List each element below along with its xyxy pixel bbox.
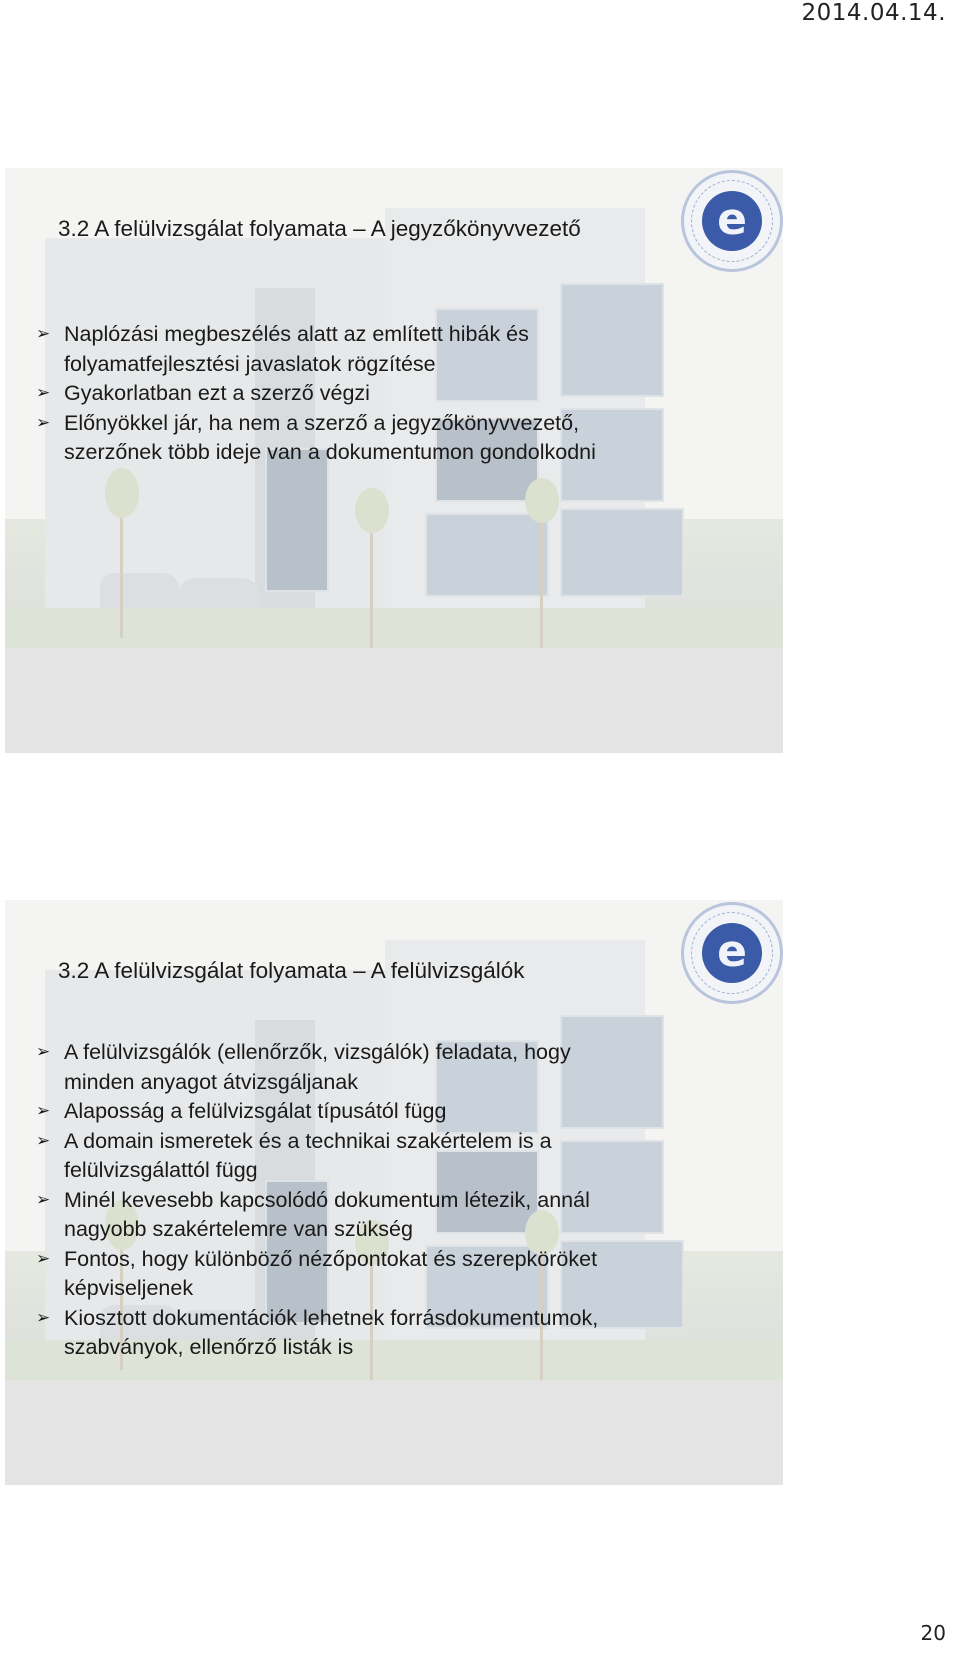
slide-1	[5, 168, 783, 753]
list-item: ➢ Minél kevesebb kapcsolódó dokumentum létezik, annál nagyobb szakértelemre van szükség	[36, 1187, 590, 1241]
university-logo-icon: e	[681, 902, 783, 1004]
bullet-list	[36, 320, 596, 468]
list-item: ➢ Naplózási megbeszélés alatt az említett hibák és folyamatfejlesztési javaslatok rögzítése	[36, 322, 529, 376]
page-date: 2014.04.14.	[801, 0, 946, 26]
arrowhead-bullet-icon: ➢	[36, 1101, 51, 1121]
list-item: ➢ Kiosztott dokumentációk lehetnek forrásdokumentumok, szabványok, ellenőrző listák is	[36, 1305, 599, 1359]
university-logo-icon: e	[681, 170, 783, 272]
arrowhead-bullet-icon: ➢	[36, 1248, 51, 1269]
list-item: ➢ Alaposság a felülvizsgálat típusától függ	[36, 1097, 598, 1127]
arrowhead-bullet-icon: ➢	[36, 1042, 51, 1062]
arrowhead-bullet-icon: ➢	[36, 1307, 51, 1328]
page-number: 20	[920, 1621, 946, 1645]
list-item: ➢ Gyakorlatban ezt a szerző végzi	[36, 379, 596, 409]
list-item: ➢ A felülvizsgálók (ellenőrzők, vizsgálók) feladata, hogy minden anyagot átvizsgáljanak	[36, 1040, 571, 1094]
arrowhead-bullet-icon: ➢	[36, 383, 51, 403]
slide-title: 3.2 A felülvizsgálat folyamata – A felülvizsgálók	[58, 958, 525, 983]
bullet-list	[36, 1038, 598, 1363]
list-item: ➢ Előnyökkel jár, ha nem a szerző a jegyzőkönyvvezető, szerzőnek több ideje van a dokumentumon gondolkodni	[36, 410, 596, 464]
arrowhead-bullet-icon: ➢	[36, 1189, 51, 1210]
slide-title: 3.2 A felülvizsgálat folyamata – A jegyzőkönyvvezető	[58, 216, 581, 241]
slide-2	[5, 900, 783, 1485]
arrowhead-bullet-icon: ➢	[36, 412, 51, 433]
arrowhead-bullet-icon: ➢	[36, 1130, 51, 1151]
arrowhead-bullet-icon: ➢	[36, 324, 51, 344]
list-item: ➢ A domain ismeretek és a technikai szakértelem is a felülvizsgálattól függ	[36, 1128, 552, 1182]
list-item: ➢ Fontos, hogy különböző nézőpontokat és szerepköröket képviseljenek	[36, 1246, 598, 1300]
